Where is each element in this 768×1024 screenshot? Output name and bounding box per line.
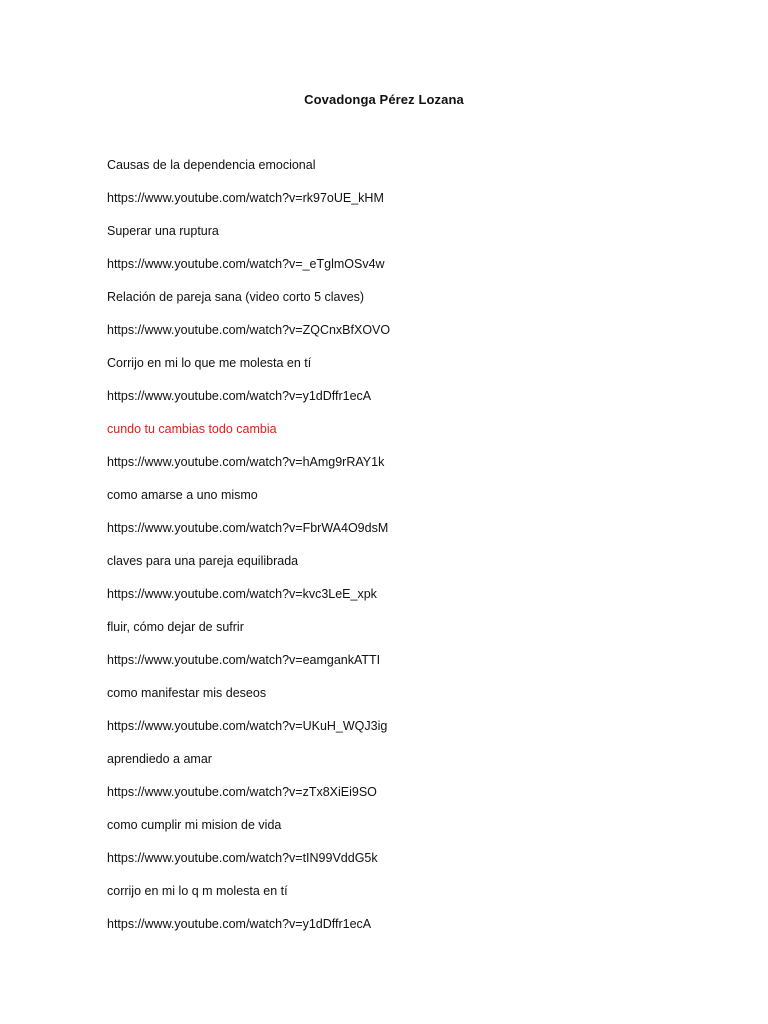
entry-label: como cumplir mi mision de vida: [107, 818, 282, 832]
entry-label: corrijo en mi lo q m molesta en tí: [107, 884, 288, 898]
entry-url: https://www.youtube.com/watch?v=_eTglmOSv4w: [107, 257, 385, 271]
entry-label: claves para una pareja equilibrada: [107, 554, 299, 568]
entry-label: Superar una ruptura: [107, 224, 219, 238]
entry-url: https://www.youtube.com/watch?v=FbrWA4O9dsM: [107, 521, 389, 535]
entry-label: como manifestar mis deseos: [107, 686, 267, 700]
entry-url: https://www.youtube.com/watch?v=eamgankATTI: [107, 653, 381, 667]
entry-url: https://www.youtube.com/watch?v=y1dDffr1ecA: [107, 917, 372, 931]
entry-url: https://www.youtube.com/watch?v=y1dDffr1ecA: [107, 389, 372, 403]
entry-label: aprendiedo a amar: [107, 752, 212, 766]
entry-url: https://www.youtube.com/watch?v=UKuH_WQJ3ig: [107, 719, 388, 733]
entry-url: https://www.youtube.com/watch?v=zTx8XiEi9SO: [107, 785, 377, 799]
entry-url: https://www.youtube.com/watch?v=hAmg9rRAY1k: [107, 455, 385, 469]
entry-list: [107, 156, 707, 948]
entry-label: Corrijo en mi lo que me molesta en tí: [107, 356, 312, 370]
entry-label: fluir, cómo dejar de sufrir: [107, 620, 244, 634]
entry-url: https://www.youtube.com/watch?v=rk97oUE_kHM: [107, 191, 384, 205]
entry-label-highlighted: cundo tu cambias todo cambia: [107, 422, 277, 436]
entry-url: https://www.youtube.com/watch?v=kvc3LeE_xpk: [107, 587, 377, 601]
entry-url: https://www.youtube.com/watch?v=ZQCnxBfXOVO: [107, 323, 391, 337]
entry-url: https://www.youtube.com/watch?v=tIN99VddG5k: [107, 851, 378, 865]
entry-label: Causas de la dependencia emocional: [107, 158, 316, 172]
document-title: Covadonga Pérez Lozana: [304, 92, 464, 107]
entry-label: Relación de pareja sana (video corto 5 claves): [107, 290, 365, 304]
entry-label: como amarse a uno mismo: [107, 488, 258, 502]
